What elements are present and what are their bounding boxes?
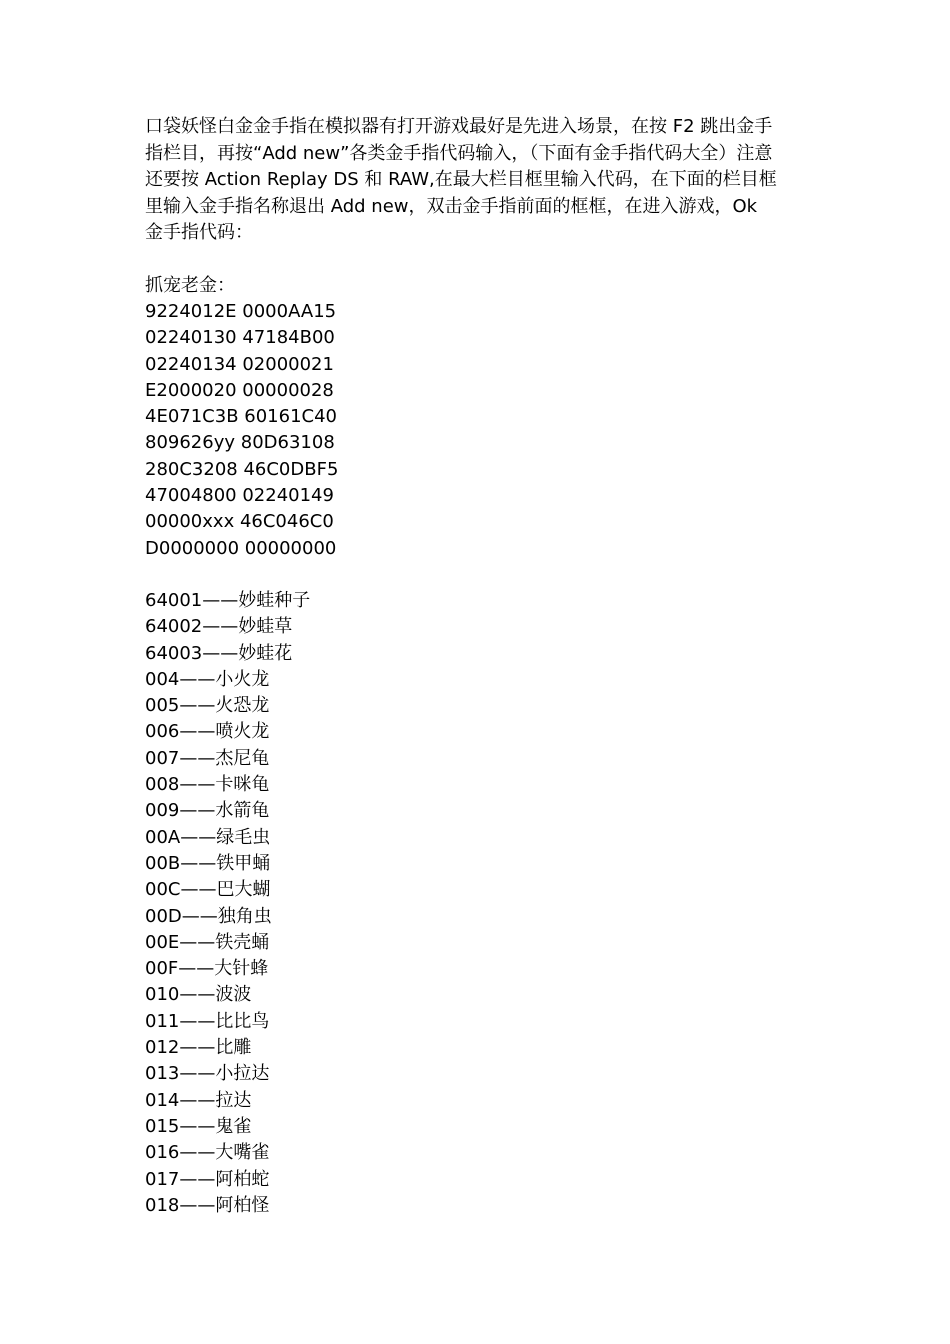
pokemon-entry: 018——阿柏怪	[145, 1194, 270, 1216]
cheat-code-line: 809626yy 80D63108	[145, 432, 335, 454]
cheat-code-line: 02240130 47184B00	[145, 327, 335, 349]
pokemon-entry: 005——火恐龙	[145, 695, 270, 717]
pokemon-entry: 013——小拉达	[145, 1063, 270, 1085]
pokemon-id-list	[145, 588, 825, 1219]
pokemon-entry: 011——比比鸟	[145, 1010, 270, 1032]
pokemon-entry: 010——波波	[145, 984, 252, 1006]
pokemon-entry: 014——拉达	[145, 1089, 252, 1111]
intro-line: 指栏目，再按“Add new”各类金手指代码输入，（下面有金手指代码大全）注意	[145, 142, 773, 164]
pokemon-entry: 00E——铁壳蛹	[145, 931, 270, 953]
pokemon-entry: 009——水箭龟	[145, 800, 270, 822]
pokemon-entry: 004——小火龙	[145, 668, 270, 690]
pokemon-entry: 017——阿柏蛇	[145, 1168, 270, 1190]
cheat-code-list	[145, 299, 825, 562]
pokemon-entry: 64002——妙蛙草	[145, 616, 293, 638]
pokemon-entry: 016——大嘴雀	[145, 1142, 270, 1164]
intro-line: 里输入金手指名称退出 Add new，双击金手指前面的框框，在进入游戏，Ok	[145, 195, 758, 217]
cheat-code-line: 4E071C3B 60161C40	[145, 406, 338, 428]
section-title: 抓宠老金：	[145, 274, 235, 296]
pokemon-entry: 00A——绿毛虫	[145, 826, 271, 848]
cheat-code-line: D0000000 00000000	[145, 537, 337, 559]
cheat-code-line: 280C3208 46C0DBF5	[145, 458, 339, 480]
pokemon-entry: 006——喷火龙	[145, 721, 270, 743]
pokemon-entry: 007——杰尼龟	[145, 747, 270, 769]
intro-line: 还要按 Action Replay DS 和 RAW,在最大栏目框里输入代码，在下面的栏目框	[145, 169, 777, 190]
pokemon-entry: 00F——大针蜂	[145, 958, 269, 980]
cheat-code-line: 47004800 02240149	[145, 485, 334, 507]
document-page	[145, 114, 825, 1219]
intro-line: 金手指代码：	[145, 222, 253, 243]
pokemon-entry: 00B——铁甲蛹	[145, 852, 271, 874]
pokemon-entry: 00C——巴大蝴	[145, 879, 271, 901]
intro-paragraph	[145, 114, 825, 247]
cheat-code-line: E2000020 00000028	[145, 379, 334, 401]
pokemon-entry: 00D——独角虫	[145, 905, 272, 927]
cheat-code-line: 02240134 02000021	[145, 353, 334, 375]
cheat-code-line: 00000xxx 46C046C0	[145, 511, 334, 533]
intro-line: 口袋妖怪白金金手指在模拟器有打开游戏最好是先进入场景，在按 F2 跳出金手	[145, 116, 773, 137]
pokemon-entry: 64003——妙蛙花	[145, 642, 293, 664]
pokemon-entry: 008——卡咪龟	[145, 774, 270, 796]
pokemon-entry: 015——鬼雀	[145, 1115, 252, 1137]
pokemon-entry: 64001——妙蛙种子	[145, 589, 311, 611]
cheat-code-line: 9224012E 0000AA15	[145, 301, 337, 322]
pokemon-entry: 012——比雕	[145, 1037, 252, 1059]
